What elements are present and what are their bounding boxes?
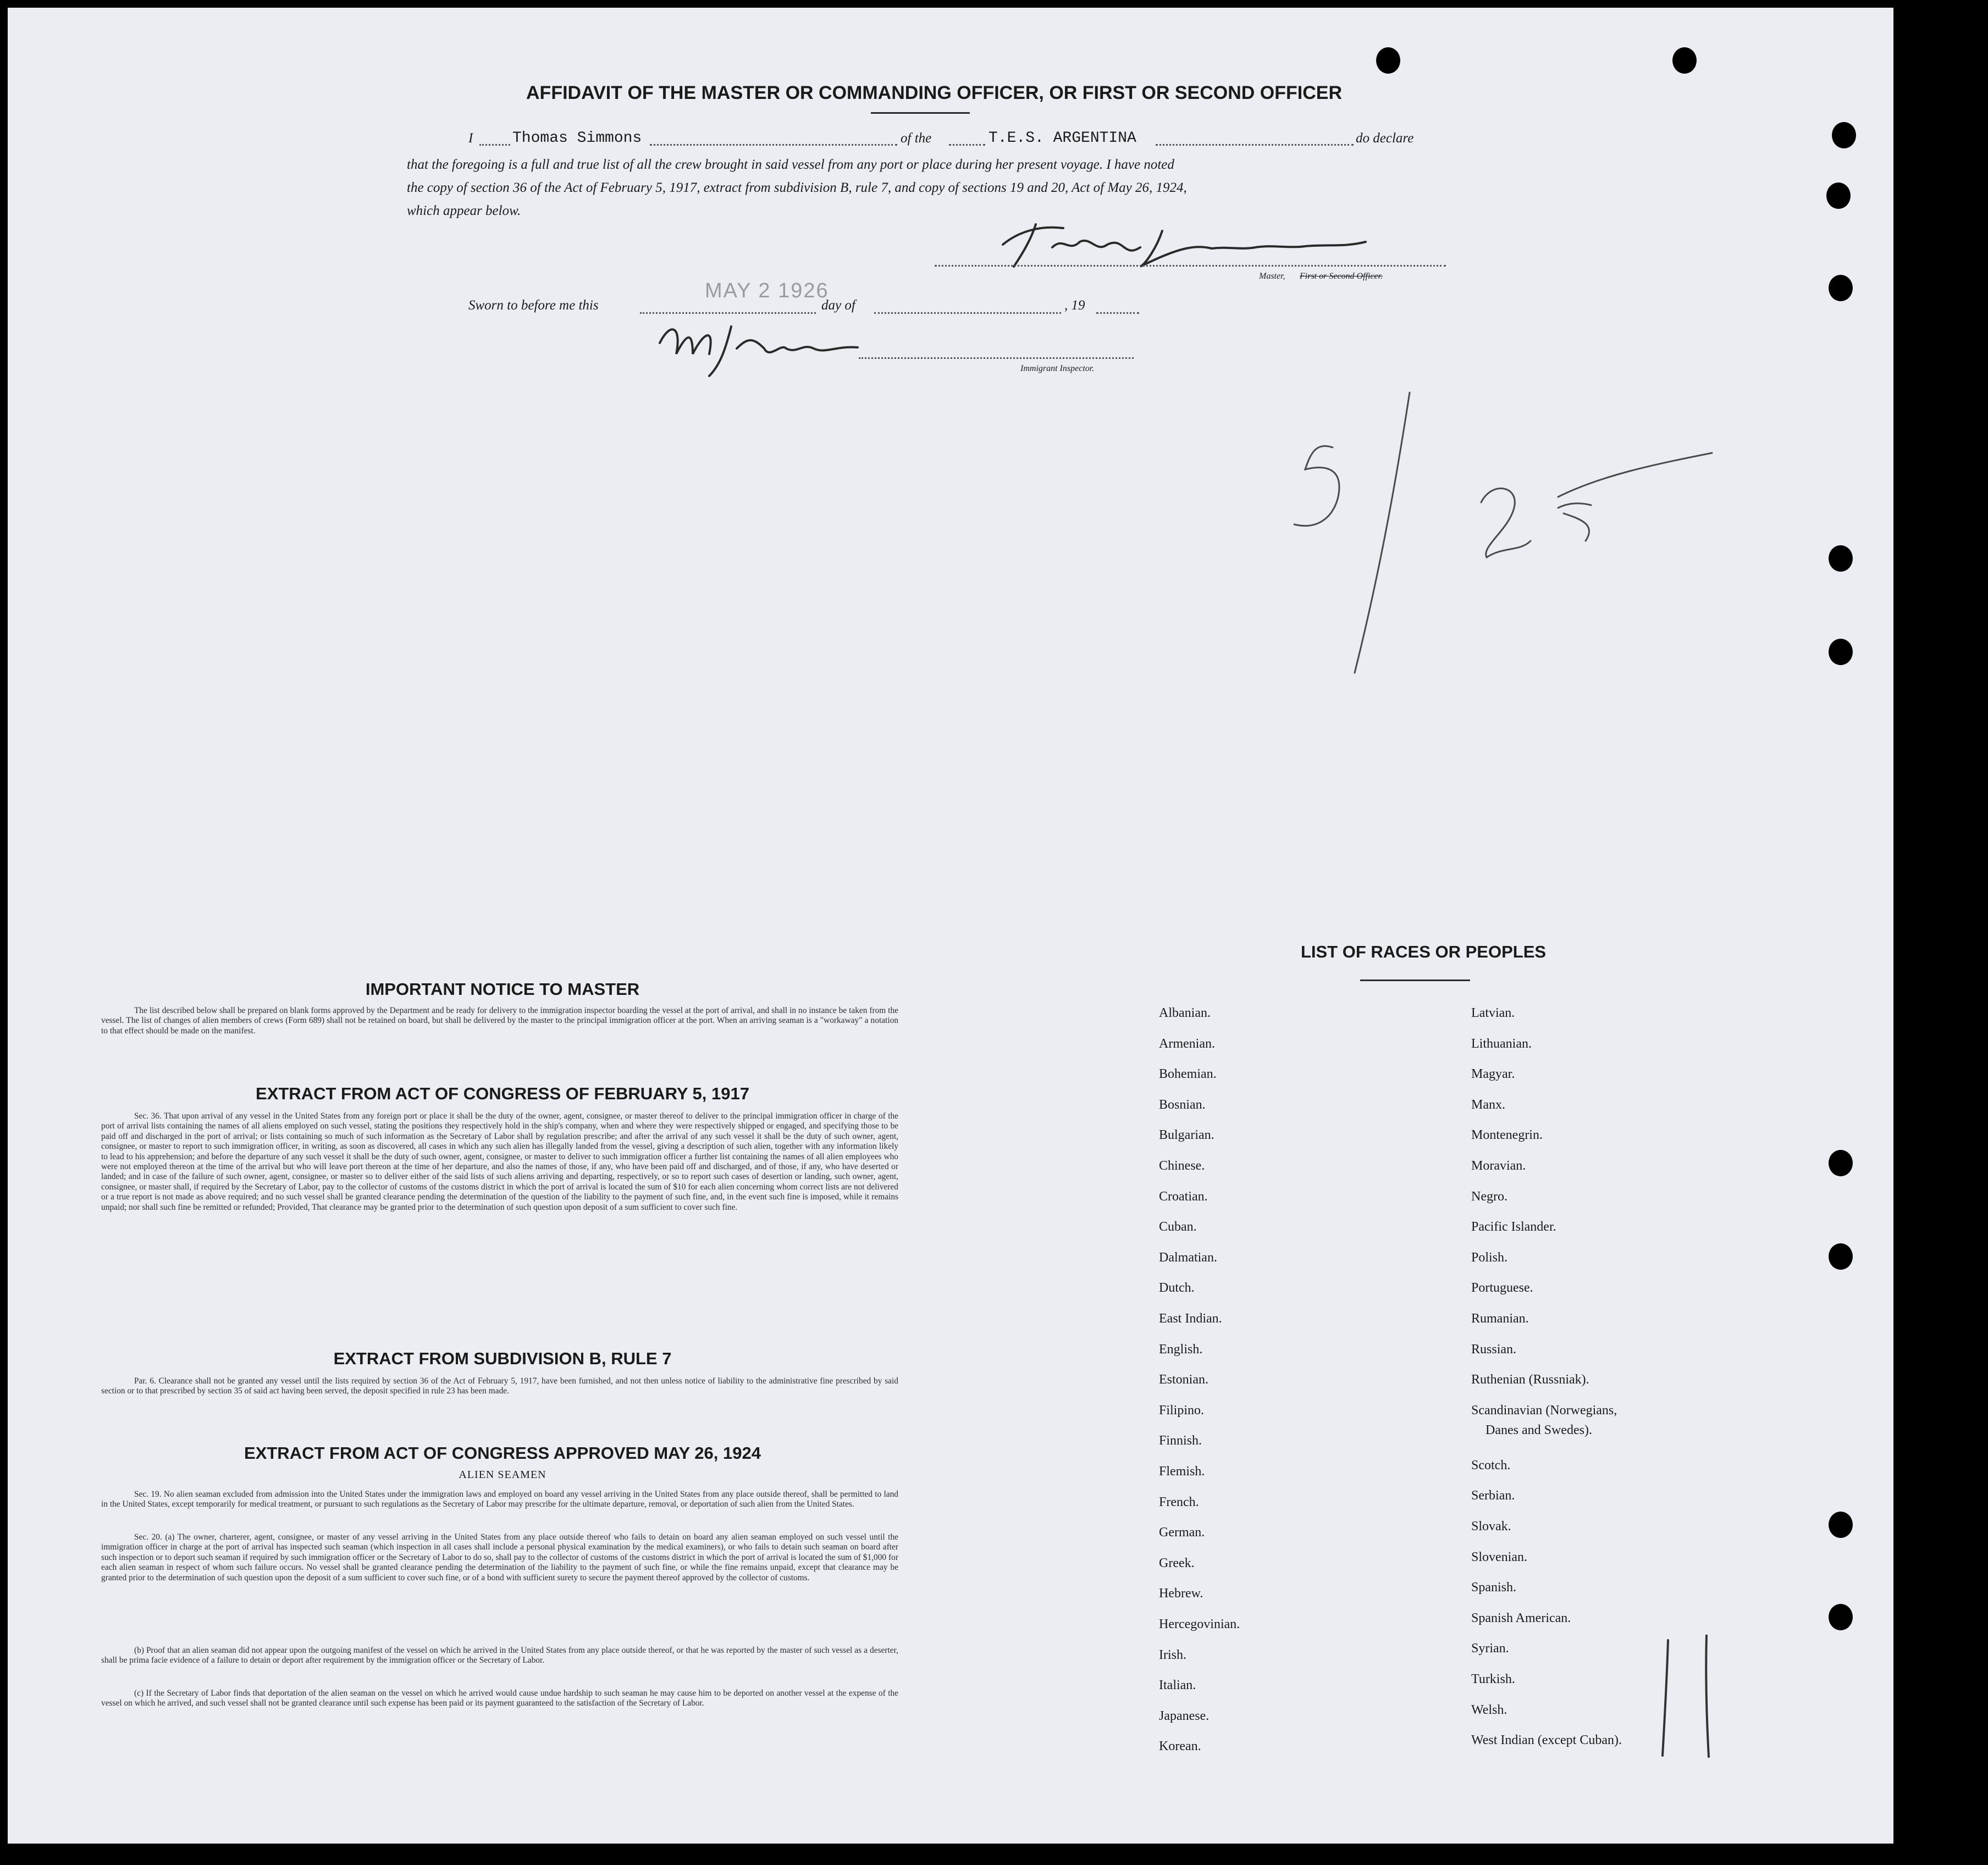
dotted-line — [650, 144, 897, 146]
race-item: Pacific Islander. — [1471, 1220, 1556, 1235]
punch-hole — [1829, 1150, 1853, 1176]
race-item: Turkish. — [1471, 1672, 1515, 1686]
race-item: Ruthenian (Russniak). — [1471, 1373, 1589, 1387]
punch-hole — [1832, 122, 1856, 148]
vessel-name-field: T.E.S. ARGENTINA — [989, 130, 1136, 147]
sec-19-text: Sec. 19. No alien seaman excluded from admission into the United States under the immigration laws and employed on board any vessel arriving in the United States from any place outside thereof, shall be permitted to land in the United States, except temporarily for medical treatment, or pursuant to such regulations as the Secretary of Labor may prescribe for the ultimate departure, removal, or deportation of such alien from the United States. — [101, 1490, 898, 1509]
race-item: Negro. — [1471, 1189, 1507, 1204]
races-right-column — [1471, 1005, 1779, 1774]
punch-hole — [1829, 545, 1853, 572]
race-item: Cuban. — [1159, 1220, 1197, 1235]
inspector-caption: Immigrant Inspector. — [1020, 364, 1095, 373]
race-item: Filipino. — [1159, 1403, 1205, 1418]
title-rule — [871, 112, 970, 114]
punch-hole — [1829, 1604, 1853, 1630]
race-item: Chinese. — [1159, 1159, 1205, 1173]
statement-line-2: the copy of section 36 of the Act of February 5, 1917, extract from subdivision B, rule 7, and copy of sections 19 and 20, Act of May 26, 1924, — [407, 180, 1187, 195]
tally-marks — [1652, 1635, 1729, 1761]
punch-hole — [1826, 182, 1851, 209]
race-item: Irish. — [1159, 1647, 1186, 1662]
dotted-line — [949, 144, 985, 146]
extract-1924-heading: EXTRACT FROM ACT OF CONGRESS APPROVED MAY 26, 1924 — [244, 1443, 761, 1463]
race-item: Portuguese. — [1471, 1281, 1533, 1296]
affidavit-title: AFFIDAVIT OF THE MASTER OR COMMANDING OFFICER, OR FIRST OR SECOND OFFICER — [526, 82, 1342, 103]
races-heading: LIST OF RACES OR PEOPLES — [1300, 942, 1547, 961]
race-item: Japanese. — [1159, 1708, 1210, 1723]
extract-1917-text: Sec. 36. That upon arrival of any vessel in the United States from any foreign port or place it shall be the duty of the owner, agent, consignee, or master thereof to deliver to the principal immigration officer in charge of the port of arrival lists containing the names of all aliens employed on such vessel, stating the positions they respectively hold in the ship's company, when and where they were respectively shipped or engaged, and specifying those to be paid off and discharged in the port of arrival; or lists containing so much of such information as the Secretary of Labor shall by regulation prescribe; and after the arrival of any such vessel it shall be the duty of such owner, agent, consignee, or master to report to such immigration officer, in writing, as soon as discovered, all cases in which any such alien has illegally landed from the vessel, giving a description of such alien, together with any information likely to lead to his apprehension; and before the departure of any such vessel it shall be the duty of such owner, agent, consignee, or master to deliver to such immigration officer a further list containing the names of all alien employees who were not employed thereon at the time of the arrival but who will leave port thereon at the time of her departure, and also the names of those, if any, who have been paid off and discharged, and of those, if any, who have deserted or landed; and in case of the failure of such owner, agent, consignee, or master so to deliver either of the said lists of such aliens arriving and departing, respectively, or so to report such cases of desertion or landing, such owner, agent, consignee, or master shall, if required by the Secretary of Labor, pay to the collector of customs of the customs district in which the port of arrival is located the sum of $10 for each alien concerning whom correct lists are not delivered or a true report is not made as above required; and no such vessel shall be granted clearance pending the determination of the question of the liability to the payment of such fine, and, in the event such fine is imposed, while it remains unpaid; nor shall such fine be remitted or refunded; Provided, That clearance may be granted prior to the determination of such question upon deposit of a sum sufficient to cover such fine. — [101, 1111, 898, 1212]
dotted-line — [1096, 312, 1139, 314]
master-caption: Master, — [1259, 272, 1285, 281]
race-item: Spanish American. — [1471, 1611, 1571, 1625]
date-stamp: MAY 2 1926 — [705, 279, 829, 302]
race-item: German. — [1159, 1525, 1205, 1540]
race-item: Croatian. — [1159, 1189, 1208, 1204]
race-item: Spanish. — [1471, 1580, 1517, 1595]
race-item: Slovak. — [1471, 1519, 1511, 1534]
master-name-field: Thomas Simmons — [512, 130, 642, 147]
sec-20a-text: Sec. 20. (a) The owner, charterer, agent, consignee, or master of any vessel arriving in the United States from any place outside thereof who fails to detain on board any alien seaman employed on such vessel until the immigration officer in charge at the port of arrival has inspected such seaman (which inspection in all cases shall include a personal physical examination by the medical examiners), or who fails to detain such seaman on board after such inspection or to deport such seaman if required by such immigration officer or the Secretary of Labor to do so, shall pay to the collector of customs of the customs district in which the port of arrival is located the sum of $1,000 for each alien seaman in respect of whom such failure occurs. No vessel shall be granted clearance pending the determination of the liability to the payment of such fine, or while the fine remains unpaid, except that clearance may be granted prior to the determination of such question upon the deposit of a sum sufficient to cover such fine, or of a bond with sufficient surety to secure the payment thereof approved by the collector of customs. — [101, 1532, 898, 1582]
master-caption-struck: First or Second Officer. — [1300, 272, 1383, 281]
inspector-signature-line — [859, 357, 1134, 359]
race-item: Latvian. — [1471, 1006, 1515, 1020]
race-item: Dalmatian. — [1159, 1250, 1217, 1265]
race-item: Lithuanian. — [1471, 1036, 1532, 1051]
race-item: Bulgarian. — [1159, 1128, 1214, 1143]
race-item: Rumanian. — [1471, 1311, 1529, 1326]
handwritten-5-25-mark — [1272, 381, 1745, 678]
races-rule — [1360, 979, 1470, 981]
race-item: East Indian. — [1159, 1311, 1222, 1326]
race-item: Flemish. — [1159, 1464, 1205, 1479]
statement-line-3: which appear below. — [407, 203, 521, 218]
race-item: Russian. — [1471, 1342, 1517, 1357]
extract-rule7-text: Par. 6. Clearance shall not be granted any vessel until the lists required by section 36 of the Act of February 5, 1917, have been furnished, and not then unless notice of liability to the administrative fine prescribed by said section or to that prescribed by section 35 of said act having been served, the deposit specified in rule 23 has been made. — [101, 1376, 898, 1396]
race-item: Bohemian. — [1159, 1067, 1217, 1082]
statement-line-1: that the foregoing is a full and true list of all the crew brought in said vessel from any port or place during her present voyage. I have noted — [407, 157, 1174, 172]
punch-hole — [1829, 1243, 1853, 1270]
race-item: Hebrew. — [1159, 1586, 1203, 1601]
race-item: Greek. — [1159, 1556, 1195, 1570]
punch-hole — [1829, 275, 1853, 301]
pronoun-label: I — [468, 131, 473, 146]
race-item: Magyar. — [1471, 1067, 1515, 1082]
day-of-label: day of — [821, 298, 855, 313]
punch-hole — [1376, 47, 1400, 74]
race-item: Scandinavian (Norwegians, — [1471, 1403, 1617, 1418]
race-item: Korean. — [1159, 1739, 1201, 1754]
race-item: English. — [1159, 1342, 1203, 1357]
master-signature-line — [935, 265, 1446, 267]
race-item: Dutch. — [1159, 1281, 1195, 1296]
document-page — [8, 8, 1893, 1844]
punch-hole — [1829, 639, 1853, 665]
race-item: Welsh. — [1471, 1702, 1507, 1717]
extract-1917-heading: EXTRACT FROM ACT OF CONGRESS OF FEBRUARY 5, 1917 — [256, 1084, 749, 1103]
race-item: Hercegovinian. — [1159, 1617, 1240, 1631]
inspector-signature-mark — [654, 310, 874, 381]
punch-hole — [1672, 47, 1697, 74]
dotted-line — [874, 312, 1061, 314]
sworn-label: Sworn to before me this — [468, 298, 599, 313]
of-the-label: of the — [901, 131, 932, 146]
do-declare-label: do declare — [1356, 131, 1414, 146]
race-item: Estonian. — [1159, 1373, 1208, 1387]
race-item: French. — [1159, 1495, 1199, 1509]
race-item: Scotch. — [1471, 1458, 1511, 1473]
race-item: Serbian. — [1471, 1488, 1515, 1503]
extract-rule7-heading: EXTRACT FROM SUBDIVISION B, RULE 7 — [333, 1349, 672, 1368]
race-item: Bosnian. — [1159, 1097, 1206, 1112]
race-item: Manx. — [1471, 1097, 1505, 1112]
sec-20b-text: (b) Proof that an alien seaman did not appear upon the outgoing manifest of the vessel on which he arrived in the United States from any place outside thereof, or that he was reported by the master of such vessel as a deserter, shall be prima facie evidence of a failure to detain or deport after requirement by the immigration officer or the Secretary of Labor. — [101, 1646, 898, 1665]
dotted-line — [1156, 144, 1354, 146]
race-item: Slovenian. — [1471, 1549, 1527, 1564]
race-item: Montenegrin. — [1471, 1128, 1543, 1143]
race-item: Italian. — [1159, 1678, 1196, 1693]
sec-20c-text: (c) If the Secretary of Labor finds that deportation of the alien seaman on the vessel on which he arrived would cause undue hardship to such seaman he may cause him to be deported on another vessel at the expense of the vessel on which he arrived, and such vessel shall not be granted clearance until such expense has been paid or its payment guaranteed to the satisfaction of the Secretary of Labor. — [101, 1689, 898, 1708]
race-item: Finnish. — [1159, 1434, 1202, 1448]
races-left-column — [1159, 1005, 1379, 1774]
race-item: Syrian. — [1471, 1641, 1509, 1656]
notice-text: The list described below shall be prepared on blank forms approved by the Department and be ready for delivery to the immigration inspector boarding the vessel at the port of arrival, and shall in no instance be taken from the vessel. The list of changes of alien members of crews (Form 689) shall not be retained on board, but shall be delivered by the master to the principal immigration officer at the port. When an arriving seaman is a "workaway" a notation to that effect should be made on the manifest. — [101, 1006, 898, 1036]
race-item: West Indian (except Cuban). — [1471, 1733, 1622, 1748]
race-item: Armenian. — [1159, 1036, 1215, 1051]
race-item: Moravian. — [1471, 1159, 1526, 1173]
punch-hole — [1829, 1512, 1853, 1538]
year-label: , 19 — [1064, 298, 1085, 313]
race-item: Albanian. — [1159, 1006, 1211, 1020]
race-item: Danes and Swedes). — [1486, 1423, 1592, 1437]
notice-heading: IMPORTANT NOTICE TO MASTER — [365, 979, 640, 999]
race-item: Polish. — [1471, 1250, 1508, 1265]
dotted-line — [479, 144, 510, 146]
extract-1924-subtitle: ALIEN SEAMEN — [459, 1469, 546, 1481]
